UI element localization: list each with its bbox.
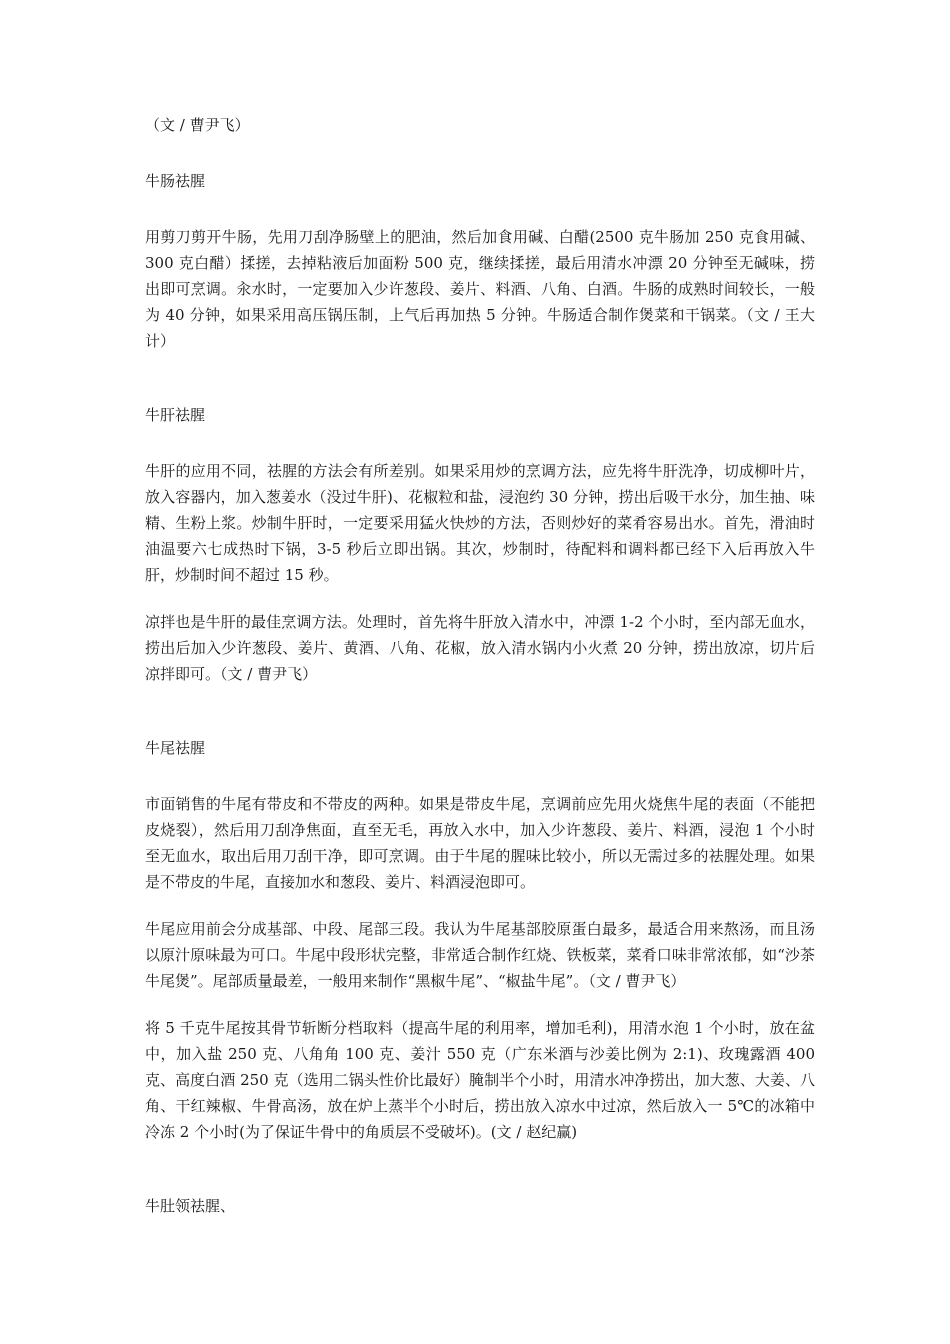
paragraph-beef-intestine: 用剪刀剪开牛肠，先用刀刮净肠壁上的肥油，然后加食用碱、白醋(2500 克牛肠加 250 克食用碱、300 克白醋）揉搓，去掉粘液后加面粉 500 克，继续揉搓，最后用清水冲漂 20 分钟至无碱味，捞出即可烹调。汆水时，一定要加入少许葱段、姜片、料酒、八角、白酒。牛肠的成熟时间较长，一般为 40 分钟，如果采用高压锅压制，上气后再加热 5 分钟。牛肠适合制作煲菜和干锅菜。（文 / 王大计） xyxy=(145,228,815,350)
paragraph-oxtail-1: 市面销售的牛尾有带皮和不带皮的两种。如果是带皮牛尾，烹调前应先用火烧焦牛尾的表面（不能把皮烧裂），然后用刀刮净焦面，直至无毛，再放入水中，加入少许葱段、姜片、料酒，浸泡 1 个小时至无血水，取出后用刀刮干净，即可烹调。由于牛尾的腥味比较小，所以无需过多的祛腥处理。如果是不带皮的牛尾，直接加水和葱段、姜片、料酒浸泡即可。 xyxy=(145,795,815,891)
paragraph-beef-liver-1: 牛肝的应用不同，祛腥的方法会有所差别。如果采用炒的烹调方法，应先将牛肝洗净，切成柳叶片，放入容器内，加入葱姜水（没过牛肝)、花椒粒和盐，浸泡约 30 分钟，捞出后吸干水分，加生抽、味精、生粉上浆。炒制牛肝时，一定要采用猛火快炒的方法，否则炒好的菜肴容易出水。首先，滑油时油温要六七成热时下锅，3-5 秒后立即出锅。其次，炒制时，待配料和调料都已经下入后再放入牛肝，炒制时间不超过 15 秒。 xyxy=(145,462,815,584)
author-credit: （文 / 曹尹飞） xyxy=(145,116,250,134)
paragraph-oxtail-3: 将 5 千克牛尾按其骨节斩断分档取料（提高牛尾的利用率，增加毛利)，用清水泡 1 个小时，放在盆中，加入盐 250 克、八角角 100 克、姜汁 550 克（广东米酒与沙姜比例为 2:1)、玫瑰露酒 400 克、高度白酒 250 克（选用二锅头性价比最好）腌制半个小时，用清水冲净捞出，加大葱、大姜、八角、干红辣椒、牛骨高汤，放在炉上蒸半个小时后，捞出放入凉水中过凉，然后放入一 5℃的冰箱中冷冻 2 个小时(为了保证牛骨中的角质层不受破坏)。(文 / 赵纪赢) xyxy=(145,1019,815,1141)
section-heading-tripe: 牛肚领祛腥、 xyxy=(145,1197,236,1215)
paragraph-oxtail-2: 牛尾应用前会分成基部、中段、尾部三段。我认为牛尾基部胶原蛋白最多，最适合用来熬汤，而且汤以原汁原味最为可口。牛尾中段形状完整，非常适合制作红烧、铁板菜，菜肴口味非常浓郁，如“沙茶牛尾煲”。尾部质量最差，一般用来制作“黑椒牛尾”、“椒盐牛尾”。（文 / 曹尹飞） xyxy=(145,920,815,990)
document-body xyxy=(145,112,815,1219)
section-heading-beef-liver: 牛肝祛腥 xyxy=(145,406,206,424)
section-heading-oxtail: 牛尾祛腥 xyxy=(145,739,206,757)
paragraph-beef-liver-2: 凉拌也是牛肝的最佳烹调方法。处理时，首先将牛肝放入清水中，冲漂 1-2 个小时，至内部无血水，捞出后加入少许葱段、姜片、黄酒、八角、花椒，放入清水锅内小火煮 20 分钟，捞出放凉，切片后凉拌即可。（文 / 曹尹飞） xyxy=(145,613,815,683)
section-heading-beef-intestine: 牛肠祛腥 xyxy=(145,172,206,190)
